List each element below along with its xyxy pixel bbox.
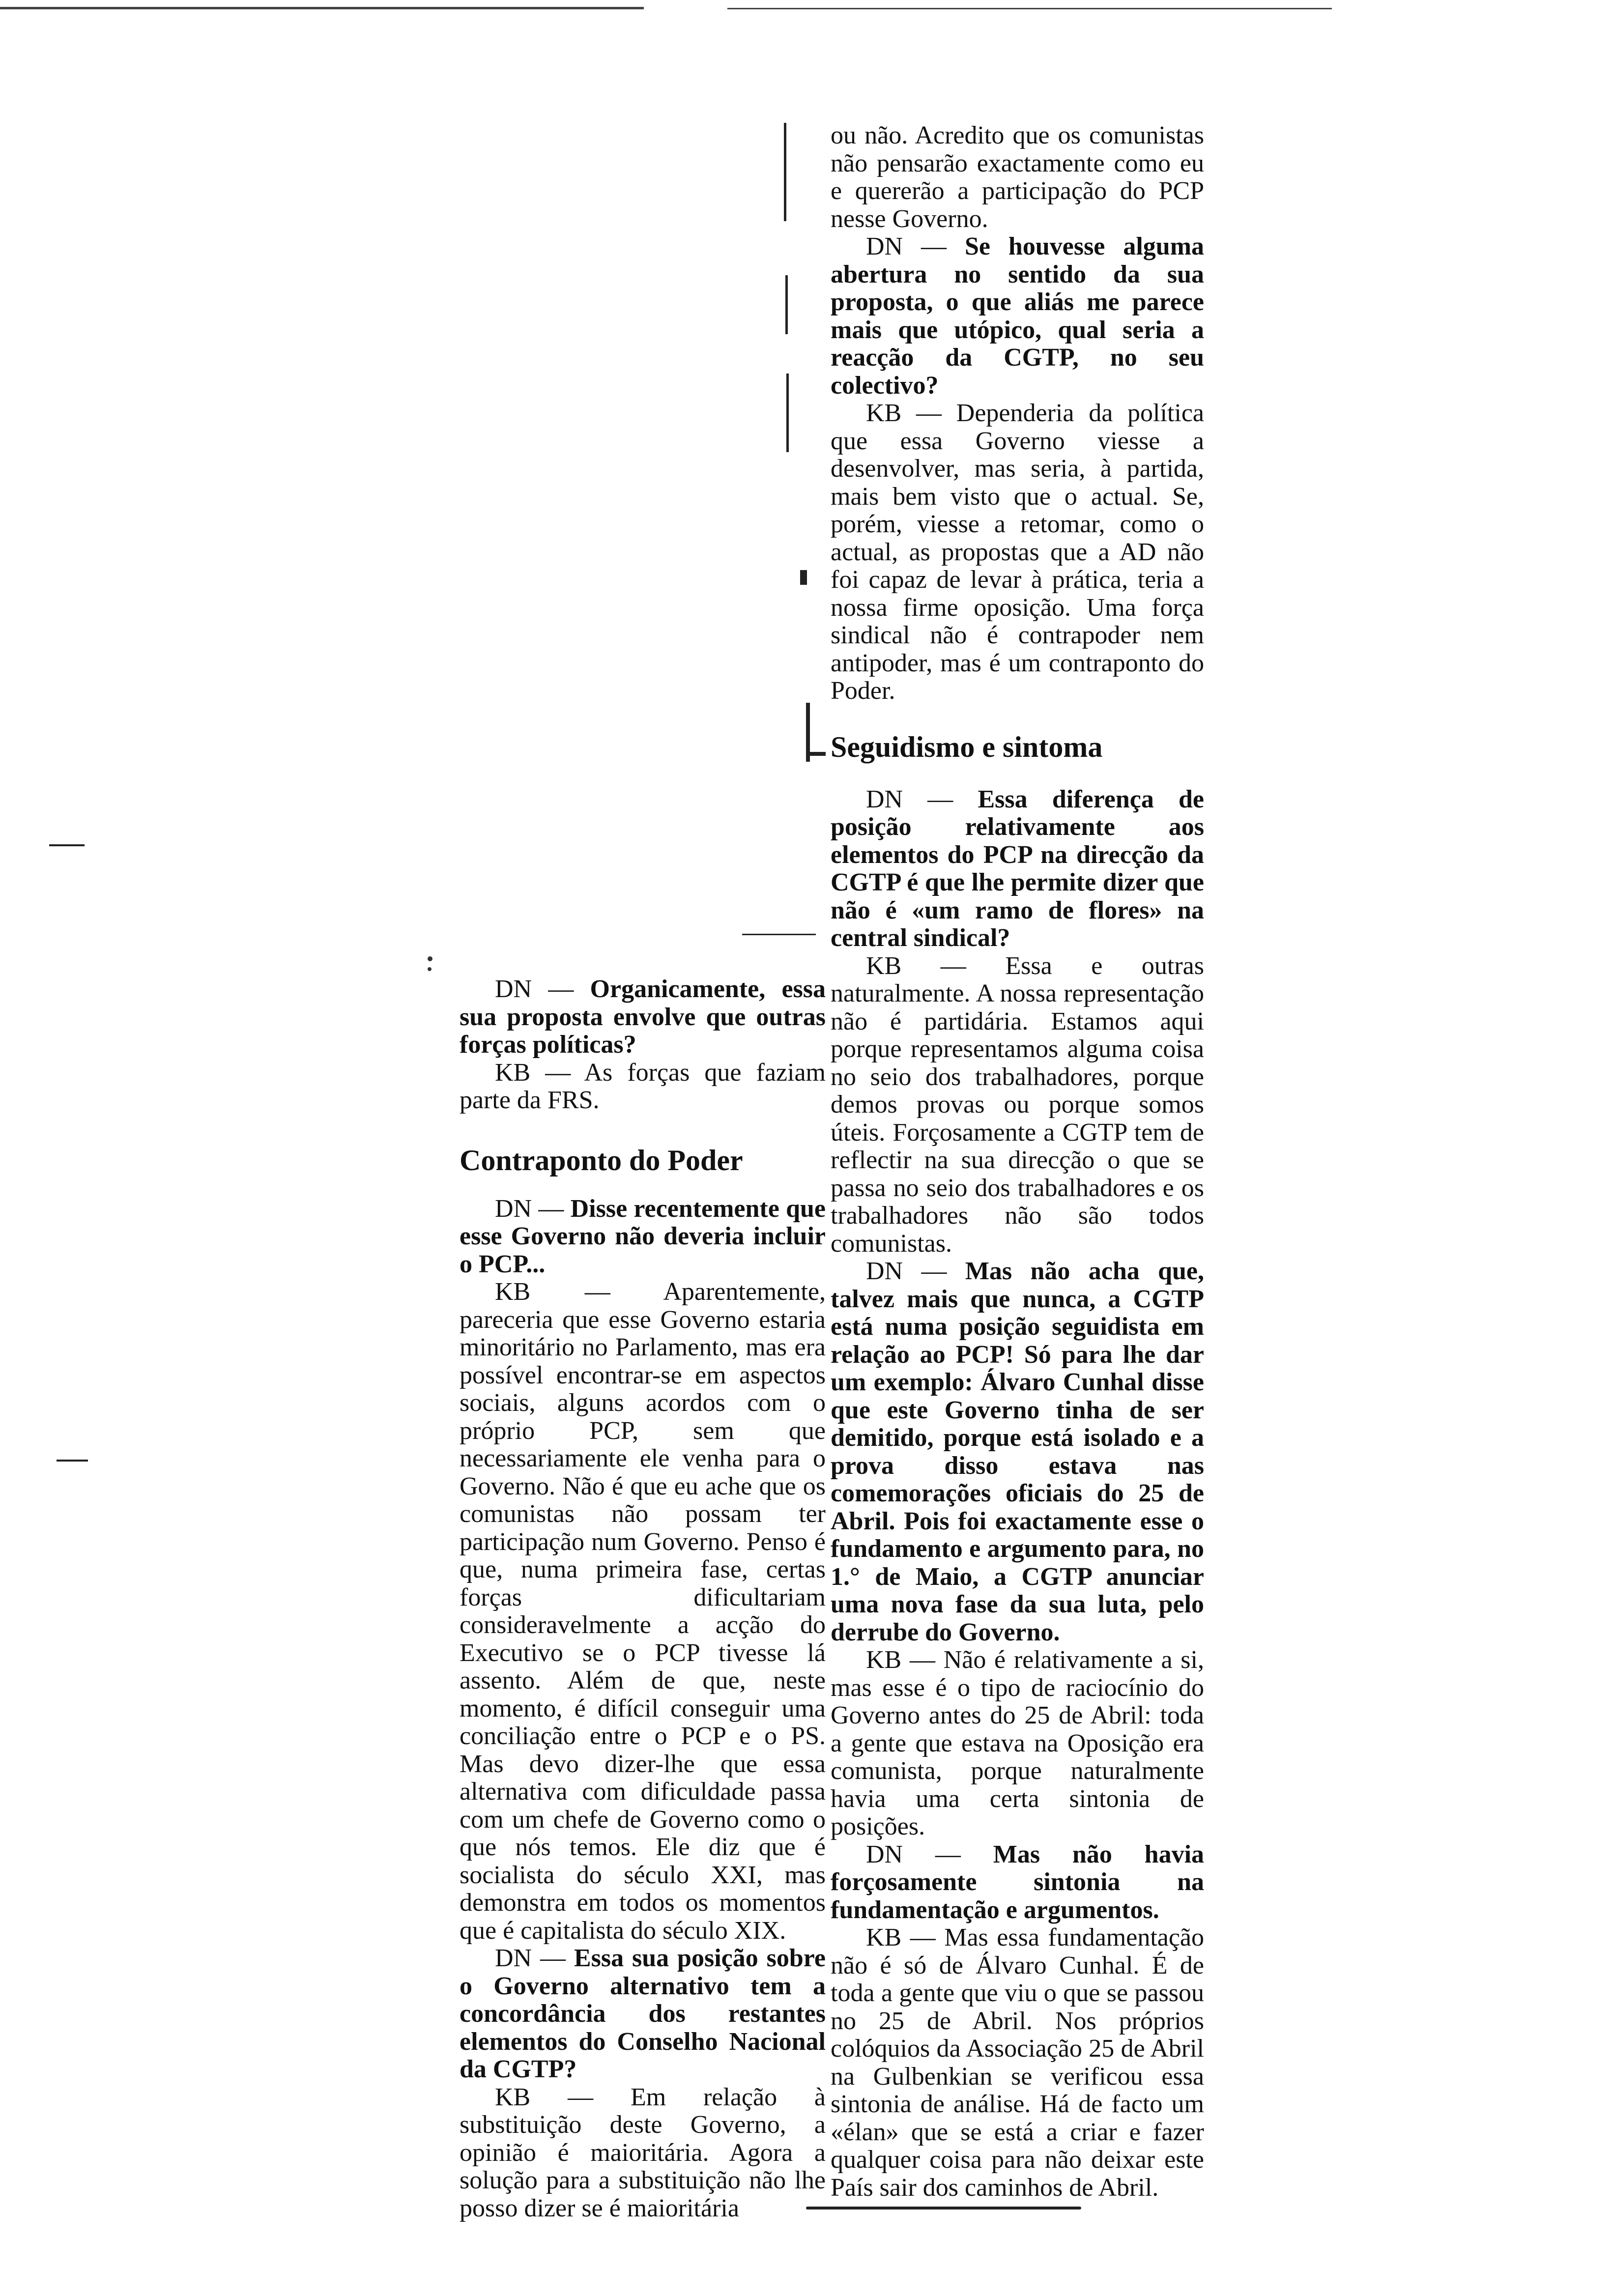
question-paragraph: [460, 976, 826, 1059]
question-text: Mas não acha que, talvez mais que nunca, a CGTP está numa posição seguidista em relação ao PCP! Só para lhe dar um exemplo: Álvaro Cunhal disse que este Governo tinha de ser demitido, porque está isolado e a prova disso estava nas comemorações oficiais do 25 de Abril. Pois foi exactamente esse o fundamento e argumento para, no 1.° de Maio, a CGTP anunciar uma nova fase da sua luta, pelo derrube do Governo.: [831, 1257, 1205, 1646]
scan-mark: [742, 934, 816, 935]
question-text: Mas não havia forçosamente sintonia na fundamentação e argumentos.: [831, 1840, 1205, 1924]
question-paragraph: [831, 1841, 1204, 1924]
speaker-label: DN —: [495, 1194, 564, 1223]
continued-paragraph: [831, 122, 1204, 233]
answer-text: Mas essa fundamentação não é só de Álvaro Cunhal. É de toda a gente que viu o que se passou no 25 de Abril. Nos próprios colóquios da Associação 25 de Abril na Gulbenkian se verificou essa sintonia de análise. Há de facto um «élan» que se está a criar e fazer qualquer coisa para não deixar este País sair dos caminhos de Abril.: [831, 1923, 1205, 2202]
question-text: Disse recentemente que esse Governo não deveria incluir o PCP...: [460, 1194, 826, 1278]
speaker-label: KB —: [866, 1646, 935, 1674]
column-edge-mark: [786, 373, 789, 452]
speaker-label: KB —: [495, 1278, 610, 1306]
question-paragraph: [460, 1945, 826, 2084]
answer-text: Essa e outras naturalmente. A nossa representação não é partidária. Estamos aqui porque representamos alguma coisa no seio dos trabalhadores, porque demos provas ou porque somos úteis. Forçosamente a CGTP tem de reflectir na sua direcção o que se passa no seio dos trabalhadores e os trabalhadores não são todos comunistas.: [831, 951, 1204, 1258]
question-paragraph: [831, 786, 1204, 952]
scan-mark: [57, 1460, 88, 1462]
speaker-label: KB —: [866, 399, 942, 427]
column-edge-mark: [806, 752, 826, 756]
answer-text: Em relação à substituição deste Governo, a opinião é maioritária. Agora a solução para a substituição não lhe posso dizer se é maioritária: [460, 2083, 826, 2222]
column-edge-mark: [800, 570, 807, 585]
answer-text: Dependeria da política que essa Governo viesse a desenvolver, mas seria, à partida, mais bem visto que o actual. Se, porém, viesse a retomar, como o actual, as propostas que a AD não foi capaz de levar à prática, teria a nossa firme oposição. Uma força sindical não é contrapoder nem antipoder, mas é um contraponto do Poder.: [831, 399, 1205, 705]
answer-text: As forças que faziam parte da FRS.: [460, 1058, 826, 1114]
answer-paragraph: [831, 400, 1204, 705]
question-text: Organicamente, essa sua proposta envolve que outras forças políticas?: [460, 975, 826, 1059]
speaker-label: DN —: [495, 1944, 566, 1972]
left-column: [460, 976, 826, 2222]
top-scan-rule: [727, 8, 1332, 9]
scan-mark: [49, 844, 85, 846]
speaker-label: KB —: [495, 1058, 571, 1087]
question-text: Essa diferença de posição relativamente aos elementos do PCP na direcção da CGTP é que lhe permite dizer que não é «um ramo de flores» na central sindical?: [831, 785, 1204, 952]
speaker-label: DN —: [495, 975, 574, 1003]
speaker-label: KB —: [866, 1923, 936, 1952]
speaker-label: DN —: [866, 1840, 961, 1868]
answer-paragraph: [831, 1924, 1204, 2202]
answer-paragraph: [831, 1646, 1204, 1841]
answer-paragraph: [460, 1059, 826, 1115]
bottom-rule: [806, 2207, 1081, 2210]
section-heading: Contraponto do Poder: [460, 1144, 743, 1177]
speaker-label: KB —: [866, 951, 966, 980]
question-paragraph: [831, 1258, 1204, 1646]
speaker-label: DN —: [866, 785, 953, 813]
question-paragraph: [460, 1195, 826, 1279]
section-heading: Seguidismo e sintoma: [831, 730, 1103, 763]
answer-text: Não é relativamente a si, mas esse é o tipo de raciocínio do Governo antes do 25 de Abril: toda a gente que estava na Oposição era comunista, porque naturalmente havia uma certa sintonia de posições.: [831, 1646, 1204, 1840]
answer-paragraph: [460, 2084, 826, 2223]
column-edge-mark: [784, 123, 786, 221]
answer-text: Aparentemente, pareceria que esse Governo estaria minoritário no Parlamento, mas era possível encontrar-se em aspectos sociais, alguns acordos com o próprio PCP, sem que necessariamente ele venha para o Governo. Não é que eu ache que os comunistas não possam ter participação num Governo. Penso é que, numa primeira fase, certas forças dificultariam consideravelmente a acção do Executivo se o PCP tivesse lá assento. Além de que, neste momento, é difícil conseguir uma conciliação entre o PCP e o PS. Mas devo dizer-lhe que essa alternativa com dificuldade passa com um chefe de Governo como o que nós temos. Ele diz que é socialista do século XXI, mas demonstra em todos os momentos que é capitalista do século XIX.: [460, 1278, 826, 1945]
question-text: Se houvesse alguma abertura no sentido da sua proposta, o que aliás me parece mais que utópico, qual seria a reacção da CGTP, no seu colectivo?: [831, 232, 1205, 400]
scan-speck: [428, 956, 432, 961]
question-text: Essa sua posição sobre o Governo alternativo tem a concordância dos restantes elementos do Conselho Nacional da CGTP?: [460, 1944, 826, 2083]
answer-text: ou não. Acredito que os comunistas não pensarão exactamente como eu e quererão a participação do PCP nesse Governo.: [831, 121, 1204, 233]
speaker-label: KB —: [495, 2083, 594, 2111]
answer-paragraph: [831, 952, 1204, 1258]
speaker-label: DN —: [866, 232, 947, 260]
scan-speck: [428, 967, 432, 971]
right-column: [831, 122, 1204, 2202]
question-paragraph: [831, 233, 1204, 400]
answer-paragraph: [460, 1278, 826, 1945]
speaker-label: DN —: [866, 1257, 947, 1285]
column-edge-mark: [785, 275, 788, 334]
top-scan-rule: [0, 7, 644, 9]
